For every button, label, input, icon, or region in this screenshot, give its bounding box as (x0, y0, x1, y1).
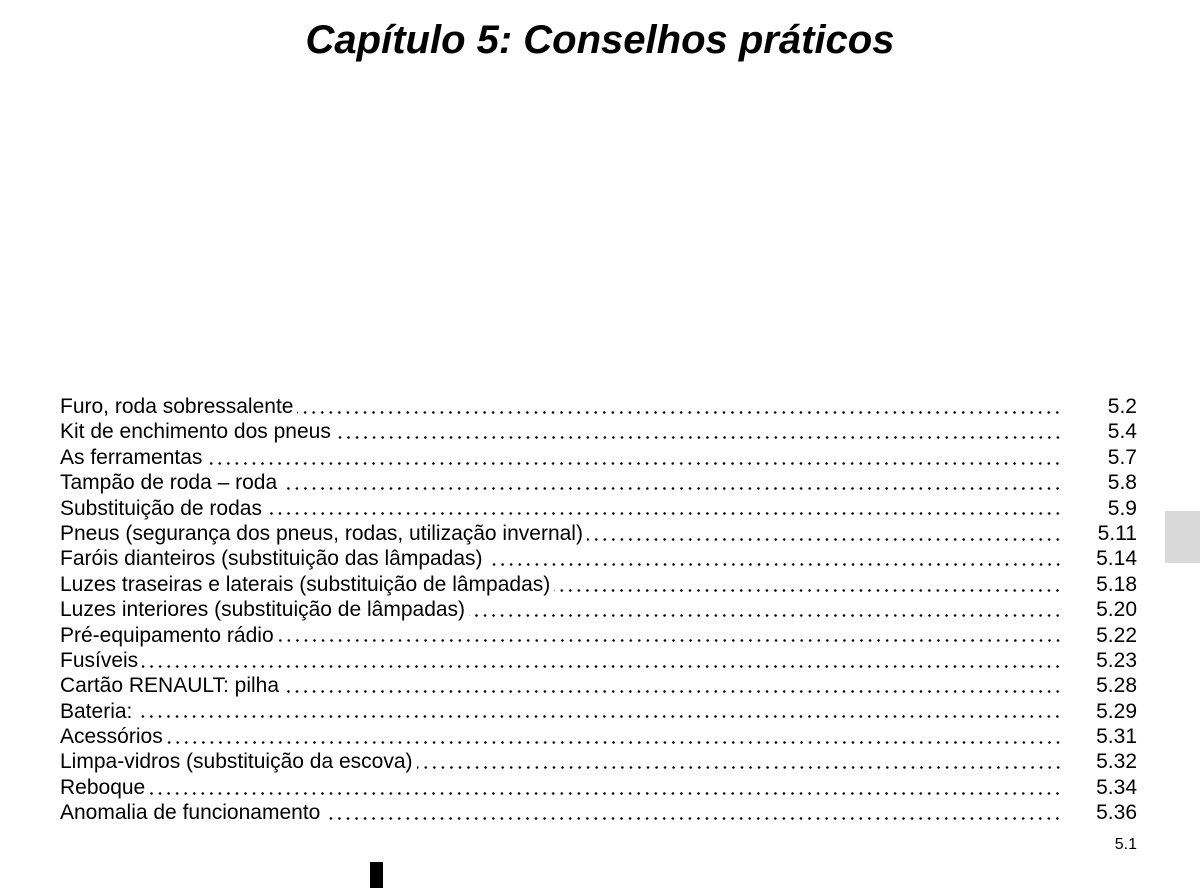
toc-entry-page: 5.2 (1107, 395, 1137, 418)
toc-entry-label: Kit de enchimento dos pneus (60, 420, 331, 444)
toc-entry-label: Furo, roda sobressalente (60, 395, 294, 418)
toc-entry-label: Tampão de roda – roda (60, 471, 278, 495)
toc-entry-page: 5.20 (1096, 598, 1137, 622)
toc-entry-label: Pré-equipamento rádio (60, 623, 274, 647)
toc-entry-page: 5.22 (1096, 623, 1137, 647)
toc-entry[interactable] (60, 394, 1137, 419)
toc-entry-page: 5.31 (1096, 725, 1137, 749)
dot-leader (587, 521, 1062, 546)
dot-leader (149, 775, 1062, 800)
table-of-contents (60, 394, 1137, 826)
toc-entry-page: 5.32 (1096, 750, 1137, 774)
toc-entry-label: Reboque (60, 775, 146, 799)
dot-leader (487, 546, 1062, 571)
toc-entry-page: 5.29 (1096, 699, 1137, 723)
print-registration-mark (370, 862, 383, 888)
dot-leader (136, 699, 1062, 724)
toc-entry-label: Faróis dianteiros (substituição das lâmpadas) (60, 547, 483, 571)
toc-entry[interactable] (60, 648, 1137, 673)
toc-entry[interactable] (60, 749, 1137, 774)
dot-leader (142, 648, 1062, 673)
toc-entry-label: Luzes traseiras e laterais (substituição de lâmpadas) (60, 572, 551, 596)
dot-leader (417, 749, 1063, 774)
toc-entry-label: Fusíveis (60, 648, 139, 672)
toc-entry-label: Pneus (segurança dos pneus, rodas, utilização invernal) (60, 521, 583, 545)
toc-entry[interactable] (60, 724, 1137, 749)
chapter-title: Capítulo 5: Conselhos práticos (305, 18, 895, 62)
toc-entry-page: 5.34 (1096, 775, 1137, 799)
toc-entry-page: 5.7 (1107, 445, 1137, 469)
toc-entry-page: 5.11 (1097, 521, 1137, 545)
toc-entry-label: Cartão RENAULT: pilha (60, 674, 280, 698)
dot-leader (281, 470, 1062, 495)
toc-entry[interactable] (60, 546, 1137, 571)
toc-entry-page: 5.18 (1096, 572, 1137, 596)
toc-entry[interactable] (60, 673, 1137, 698)
toc-entry[interactable] (60, 419, 1137, 444)
dot-leader (206, 445, 1062, 470)
toc-entry-page: 5.28 (1096, 674, 1137, 698)
toc-entry-label: Substituição de rodas (60, 496, 262, 520)
dot-leader (554, 572, 1062, 597)
toc-entry-page: 5.36 (1096, 801, 1137, 825)
dot-leader (266, 496, 1062, 521)
dot-leader (335, 419, 1062, 444)
toc-entry-page: 5.14 (1096, 547, 1137, 571)
toc-entry-label: Anomalia de funcionamento (60, 801, 321, 825)
toc-entry-page: 5.9 (1107, 496, 1137, 520)
toc-entry-page: 5.8 (1107, 471, 1137, 495)
dot-leader (278, 623, 1062, 648)
toc-entry[interactable] (60, 800, 1137, 825)
dot-leader (469, 597, 1062, 622)
toc-entry-label: Bateria: (60, 699, 133, 723)
toc-entry[interactable] (60, 470, 1137, 495)
toc-entry-page: 5.4 (1107, 420, 1137, 444)
dot-leader (297, 394, 1062, 419)
toc-entry[interactable] (60, 572, 1137, 597)
toc-entry[interactable] (60, 445, 1137, 470)
toc-entry-label: Acessórios (60, 725, 163, 749)
toc-entry[interactable] (60, 775, 1137, 800)
page-number: 5.1 (1114, 836, 1137, 853)
chapter-side-tab (1165, 511, 1200, 563)
toc-entry-label: Luzes interiores (substituição de lâmpadas) (60, 598, 466, 622)
toc-entry-label: Limpa-vidros (substituição da escova) (60, 750, 413, 774)
toc-entry[interactable] (60, 699, 1137, 724)
toc-entry[interactable] (60, 496, 1137, 521)
dot-leader (167, 724, 1062, 749)
toc-entry-label: As ferramentas (60, 445, 203, 469)
dot-leader (283, 673, 1062, 698)
toc-entry[interactable] (60, 597, 1137, 622)
dot-leader (324, 800, 1062, 825)
toc-entry-page: 5.23 (1096, 648, 1137, 672)
toc-entry[interactable] (60, 521, 1137, 546)
toc-entry[interactable] (60, 623, 1137, 648)
